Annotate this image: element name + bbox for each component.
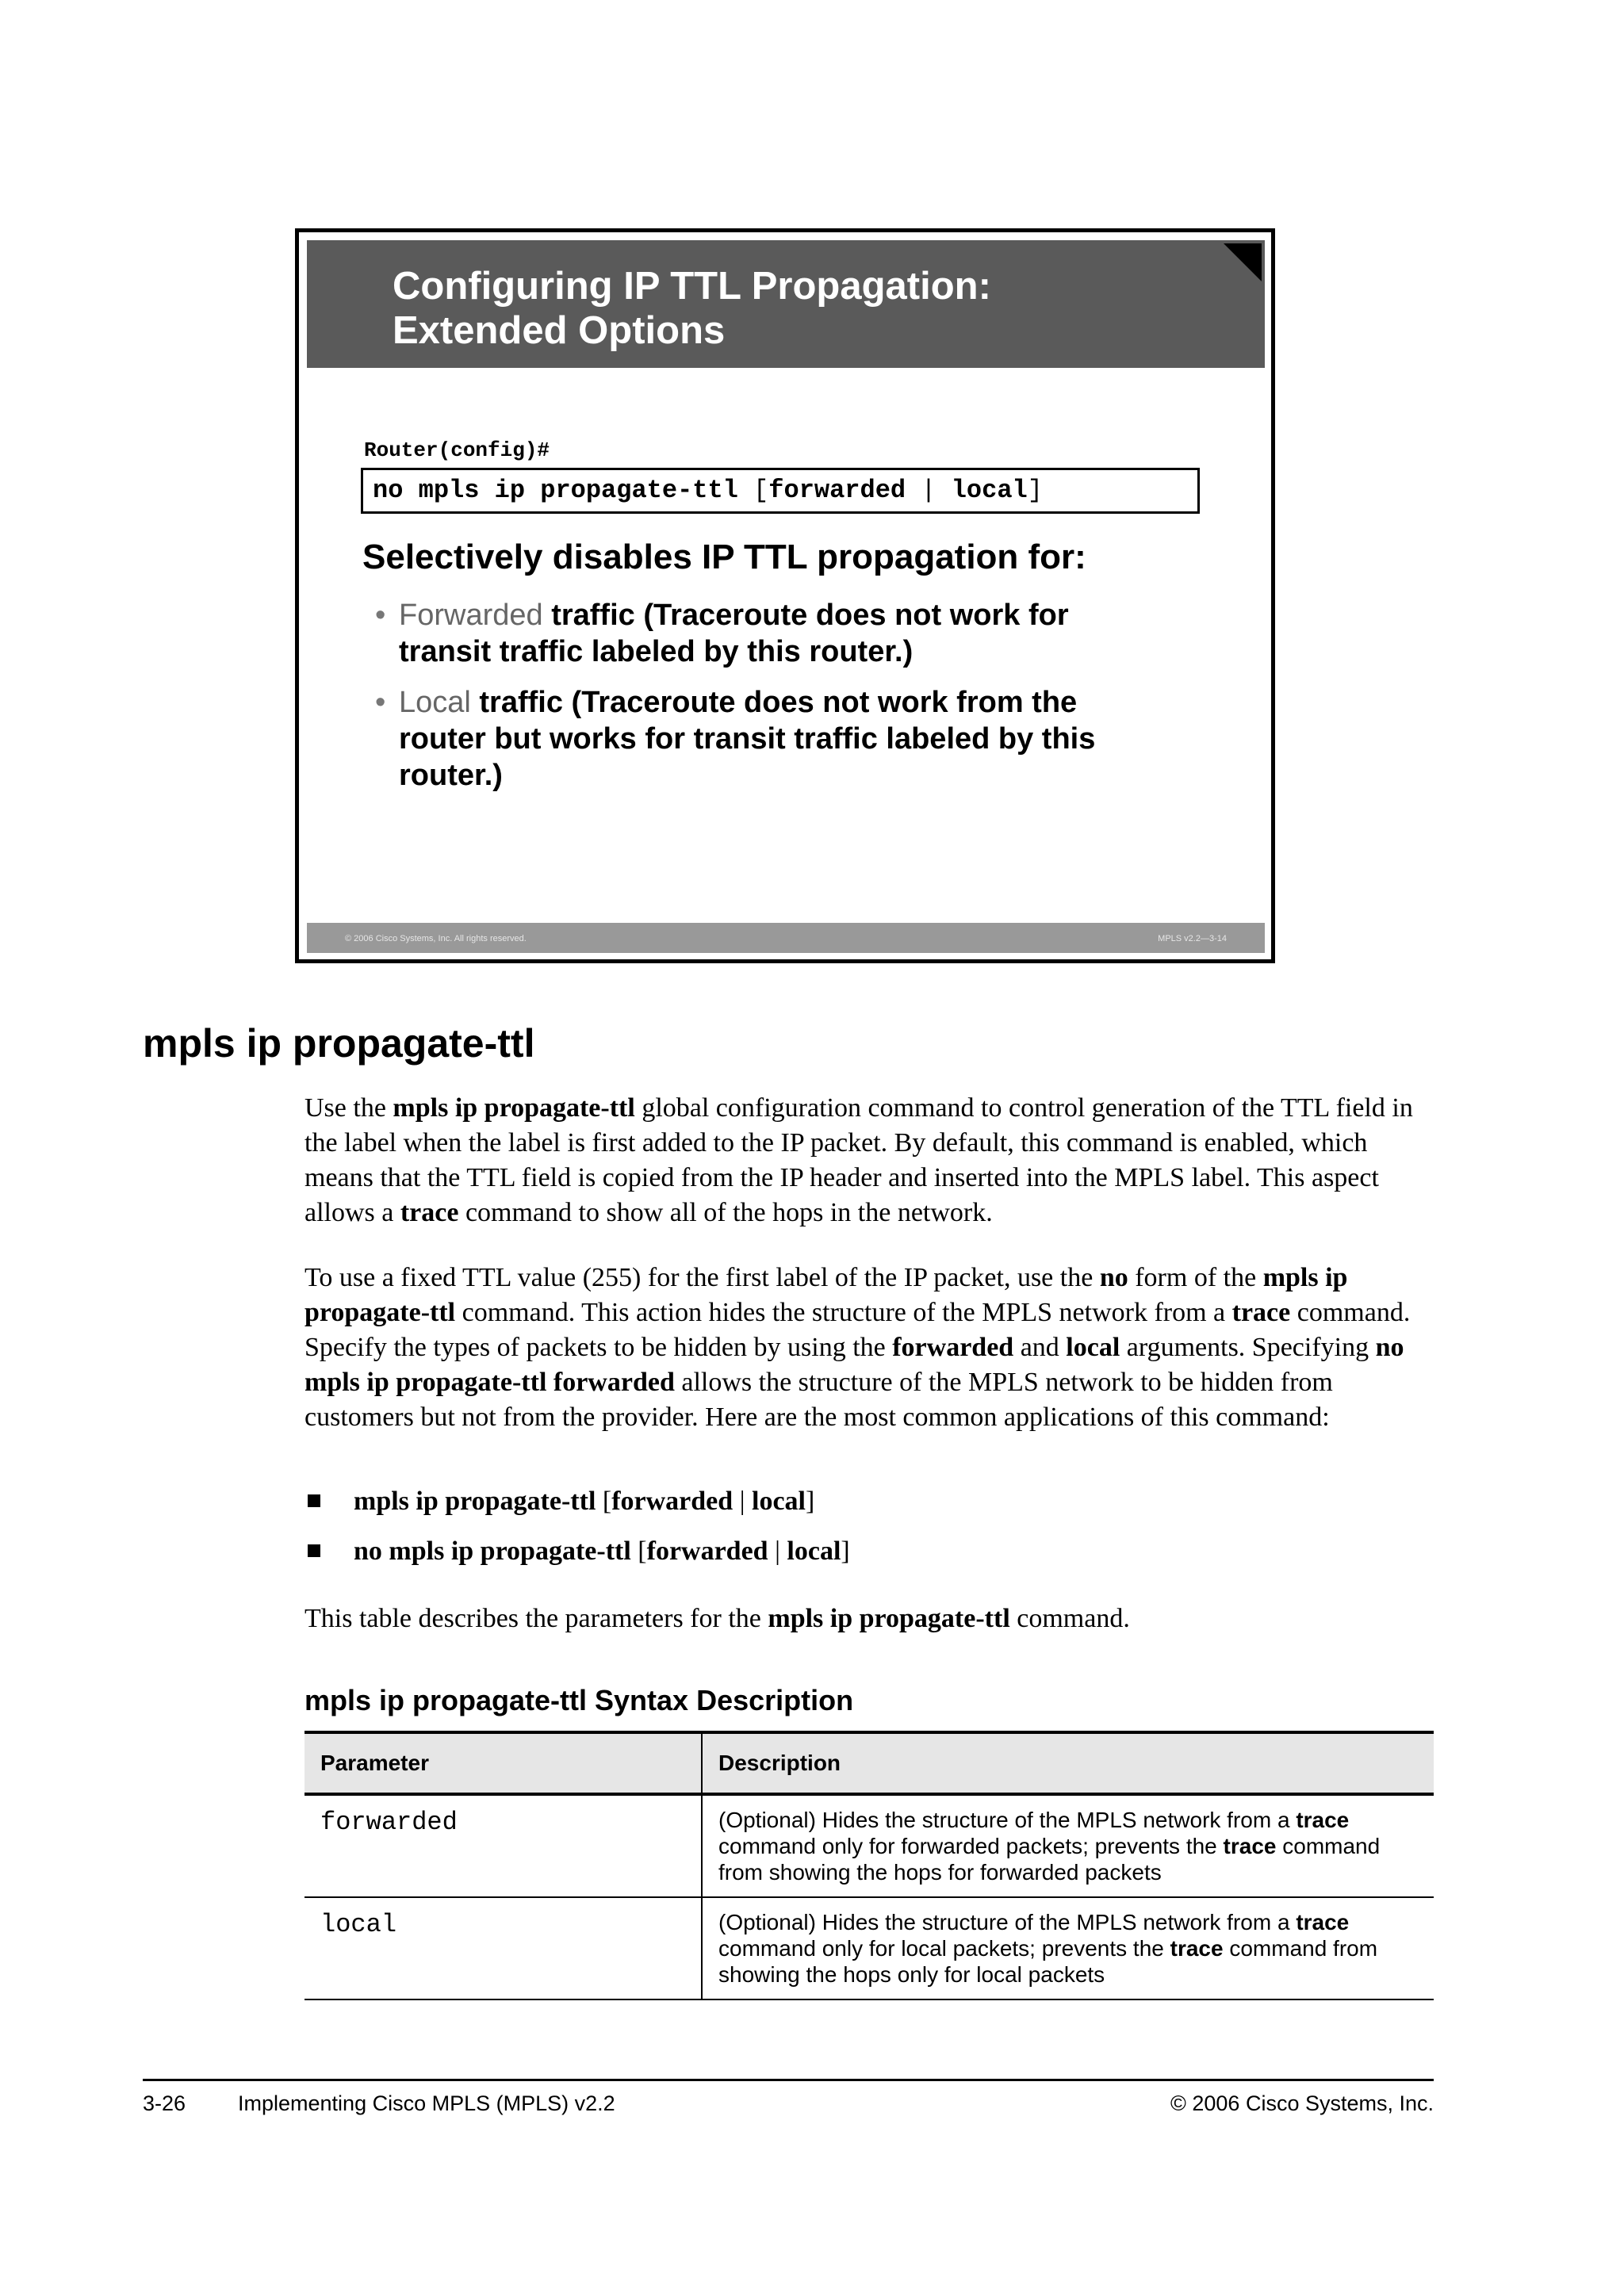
slide-footer-copyright: © 2006 Cisco Systems, Inc. All rights reserved. — [345, 934, 527, 943]
bold-run: local — [787, 1536, 841, 1566]
bold-run: local — [752, 1487, 806, 1516]
parameter-cell: forwarded — [304, 1794, 702, 1897]
paragraph-3 — [304, 1601, 1431, 1636]
bold-run: forwarded — [646, 1536, 768, 1566]
bold-run: mpls ip propagate-ttl — [768, 1604, 1010, 1633]
command-separator: | — [906, 476, 952, 505]
text-run: To use a fixed TTL value (255) for the first label of the IP packet, use the — [304, 1263, 1100, 1292]
paragraph-1 — [304, 1091, 1431, 1230]
bold-run: forwarded — [892, 1333, 1014, 1362]
text-run: global configuration command to control generation of the TTL field in the label when the label is first added to the IP packet. By default, this command is enabled, which means that the TTL field is copied from the IP header and inserted into the MPLS label. This aspect allows a — [304, 1093, 1413, 1227]
slide-title — [393, 264, 991, 353]
bold-run: no — [1099, 1263, 1128, 1292]
bold-run: local — [1066, 1333, 1120, 1362]
command-option-forwarded: forwarded — [768, 476, 906, 505]
command-prefix: no mpls ip propagate-ttl — [373, 476, 754, 505]
bold-run: no mpls ip propagate-ttl — [354, 1536, 631, 1566]
text-run: [ — [596, 1487, 612, 1516]
table-row — [304, 1897, 1434, 1999]
bold-run: mpls ip propagate-ttl — [354, 1487, 596, 1516]
slide-bullet-text: traffic (Traceroute does not work for transit traffic labeled by this router.) — [399, 599, 1069, 668]
slide-bullet-item — [375, 684, 1168, 794]
text-run: command from showing the hops for forwarded packets — [718, 1834, 1381, 1885]
bullet-dot-icon: • — [375, 599, 386, 632]
table-header-row — [304, 1732, 1434, 1794]
text-run: command only for local packets; prevents the — [718, 1936, 1170, 1961]
slide-corner-decoration — [1224, 243, 1262, 281]
parameter-cell: local — [304, 1897, 702, 1999]
description-cell — [702, 1794, 1434, 1897]
syntax-description-table — [304, 1731, 1434, 2000]
bold-run: mpls ip propagate-ttl — [393, 1093, 635, 1123]
command-bracket-close: ] — [1027, 476, 1043, 505]
bold-run: no mpls ip propagate-ttl forwarded — [304, 1333, 1404, 1397]
slide-bullet-list — [375, 597, 1168, 808]
column-header-parameter: Parameter — [304, 1732, 702, 1794]
text-run: ] — [841, 1536, 850, 1566]
command-bracket-open: [ — [753, 476, 769, 505]
text-run: command. This action hides the structure of the MPLS network from a — [455, 1298, 1232, 1327]
text-run: allows the structure of the MPLS network to be hidden from customers but not from the provider. Here are the most common applications of this command: — [304, 1368, 1333, 1432]
slide-title-line2: Extended Options — [393, 309, 726, 352]
command-bullet-list — [304, 1484, 850, 1584]
bullet-dot-icon: • — [375, 686, 386, 719]
page-footer-copyright: © 2006 Cisco Systems, Inc. — [1170, 2091, 1434, 2115]
bold-run: trace — [1296, 1910, 1350, 1934]
page-footer-left — [143, 2091, 615, 2116]
text-run: [ — [630, 1536, 647, 1566]
table-caption: mpls ip propagate-ttl Syntax Description — [304, 1684, 854, 1716]
section-title: mpls ip propagate-ttl — [143, 1021, 535, 1066]
square-bullet-icon — [308, 1544, 320, 1557]
book-title: Implementing Cisco MPLS (MPLS) v2.2 — [238, 2091, 615, 2115]
text-run: (Optional) Hides the structure of the MPLS network from a — [718, 1808, 1297, 1832]
slide-header — [307, 240, 1265, 368]
text-run: command to show all of the hops in the network. — [458, 1198, 993, 1227]
slide-figure — [295, 228, 1275, 963]
text-run: and — [1013, 1333, 1067, 1362]
slide-footer-id: MPLS v2.2—3-14 — [1158, 934, 1227, 943]
bold-run: forwarded — [611, 1487, 733, 1516]
slide-bullet-text: traffic (Traceroute does not work from the router but works for transit traffic labeled by this router.) — [399, 686, 1096, 792]
bold-run: trace — [1296, 1808, 1350, 1832]
router-prompt: Router(config)# — [364, 438, 550, 462]
bold-run: trace — [1170, 1936, 1224, 1961]
command-bullet-item — [304, 1484, 850, 1519]
page-number: 3-26 — [143, 2091, 186, 2115]
text-run: (Optional) Hides the structure of the MPLS network from a — [718, 1910, 1297, 1934]
table-row — [304, 1794, 1434, 1897]
command-bullet-item — [304, 1534, 850, 1569]
text-run: | — [733, 1487, 752, 1516]
slide-bullet-highlight: Local — [399, 686, 471, 719]
slide-footer — [307, 923, 1265, 953]
text-run: command. — [1009, 1604, 1130, 1633]
slide-bullet-highlight: Forwarded — [399, 599, 543, 632]
bold-run: trace — [400, 1198, 459, 1227]
slide-lead-text: Selectively disables IP TTL propagation for: — [362, 538, 1086, 576]
command-syntax-box — [361, 468, 1200, 514]
text-run: Use the — [304, 1093, 393, 1123]
text-run: ] — [805, 1487, 815, 1516]
text-run: form of the — [1128, 1263, 1263, 1292]
text-run: | — [768, 1536, 787, 1566]
footer-divider — [143, 2079, 1434, 2081]
text-run: command only for forwarded packets; prevents the — [718, 1834, 1224, 1858]
square-bullet-icon — [308, 1494, 320, 1507]
description-cell — [702, 1897, 1434, 1999]
text-run: arguments. Specifying — [1120, 1333, 1376, 1362]
slide-bullet-item — [375, 597, 1168, 670]
text-run: command from showing the hops only for local packets — [718, 1936, 1378, 1987]
text-run: This table describes the parameters for the — [304, 1604, 768, 1633]
bold-run: mpls ip propagate-ttl — [304, 1263, 1348, 1327]
bold-run: trace — [1223, 1834, 1277, 1858]
paragraph-2 — [304, 1261, 1431, 1435]
command-option-local: local — [951, 476, 1028, 505]
bold-run: trace — [1231, 1298, 1291, 1327]
text-run: command. Specify the types of packets to be hidden by using the — [304, 1298, 1411, 1362]
slide-title-line1: Configuring IP TTL Propagation: — [393, 265, 991, 308]
column-header-description: Description — [702, 1732, 1434, 1794]
